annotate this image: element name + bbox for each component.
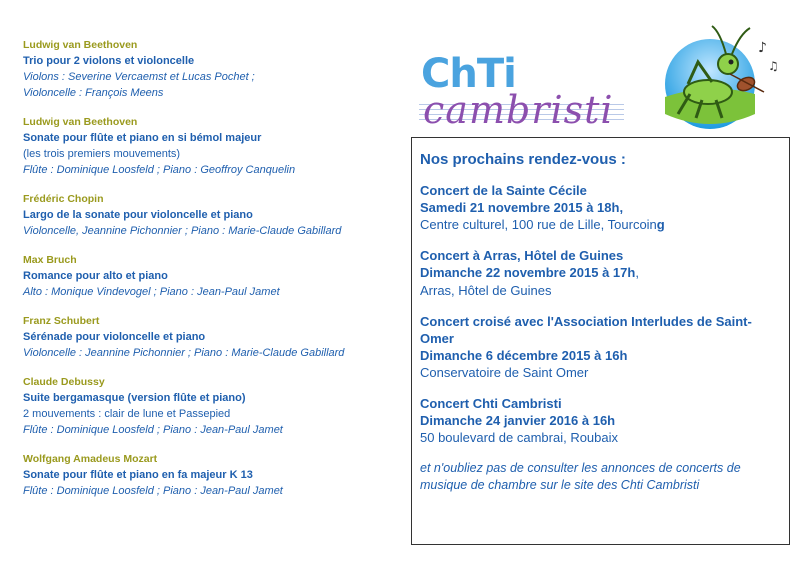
piece-title: Sonate pour flûte et piano en fa majeur K 13 <box>23 469 253 481</box>
event-name: Concert croisé avec l'Association Interludes de Saint-Omer <box>420 314 752 346</box>
logo-wordmark <box>415 52 630 132</box>
event-date: Dimanche 22 novembre 2015 à 17h <box>420 265 636 280</box>
event-place: Arras, Hôtel de Guines <box>420 283 552 298</box>
performers: Alto : Monique Vindevogel ; Piano : Jean-Paul Jamet <box>23 286 280 298</box>
event-place: 50 boulevard de cambrai, Roubaix <box>420 430 619 445</box>
event-item <box>420 182 781 233</box>
program-item <box>23 115 393 178</box>
piece-title: Trio pour 2 violons et violoncelle <box>23 55 195 67</box>
performers: Flûte : Dominique Loosfeld ; Piano : Jean-Paul Jamet <box>23 485 283 497</box>
piece-title: Largo de la sonate pour violoncelle et piano <box>23 209 253 221</box>
event-date: Dimanche 6 décembre 2015 à 16h <box>420 348 628 363</box>
piece-title: Sonate pour flûte et piano en si bémol majeur <box>23 132 262 144</box>
svg-text:♪: ♪ <box>758 40 767 56</box>
event-name: Concert Chti Cambristi <box>420 396 562 411</box>
program-item <box>23 452 393 499</box>
event-item <box>420 313 781 381</box>
performers: Flûte : Dominique Loosfeld ; Piano : Jean-Paul Jamet <box>23 424 283 436</box>
program-item <box>23 192 393 239</box>
performers: Violoncelle, Jeannine Pichonnier ; Piano : Marie-Claude Gabillard <box>23 225 342 237</box>
logo-line-1: ChTi <box>421 51 516 97</box>
performers: Violons : Severine Vercaemst et Lucas Pochet ; <box>23 71 255 83</box>
composer: Claude Debussy <box>23 376 105 388</box>
program-item <box>23 253 393 300</box>
composer: Frédéric Chopin <box>23 193 104 205</box>
box-title: Nos prochains rendez-vous : <box>420 151 626 168</box>
piece-title: Romance pour alto et piano <box>23 270 168 282</box>
event-date: Samedi 21 novembre 2015 à 18h, <box>420 200 624 215</box>
event-date-line <box>420 264 781 282</box>
event-place-tail: g <box>656 217 665 232</box>
event-name: Concert de la Sainte Cécile <box>420 183 587 198</box>
grasshopper-violinist-icon <box>650 22 790 132</box>
event-item <box>420 395 781 446</box>
composer: Max Bruch <box>23 254 77 266</box>
svg-text:♫: ♫ <box>768 59 779 73</box>
performers: Flûte : Dominique Loosfeld ; Piano : Geoffroy Canquelin <box>23 164 296 176</box>
performers: Violoncelle : François Meens <box>23 87 164 99</box>
event-place <box>420 216 781 233</box>
piece-note: (les trois premiers mouvements) <box>23 148 181 160</box>
composer: Franz Schubert <box>23 315 100 327</box>
program-list <box>23 38 393 513</box>
closing-note: et n'oubliez pas de consulter les annonces de concerts de musique de chambre sur le site des Chti Cambristi <box>420 461 741 492</box>
event-item <box>420 247 781 299</box>
piece-title: Sérénade pour violoncelle et piano <box>23 331 206 343</box>
composer: Ludwig van Beethoven <box>23 116 138 128</box>
chti-cambristi-logo <box>415 22 795 132</box>
event-place: Conservatoire de Saint Omer <box>420 365 589 380</box>
program-item <box>23 314 393 361</box>
event-date-tail: , <box>635 265 639 280</box>
upcoming-events-box <box>411 137 790 545</box>
event-name: Concert à Arras, Hôtel de Guines <box>420 248 624 263</box>
event-date: Dimanche 24 janvier 2016 à 16h <box>420 413 616 428</box>
program-item <box>23 375 393 438</box>
composer: Ludwig van Beethoven <box>23 39 138 51</box>
program-item <box>23 38 393 101</box>
piece-title: Suite bergamasque (version flûte et piano) <box>23 392 246 404</box>
logo-line-2: cambristi <box>423 88 614 132</box>
composer: Wolfgang Amadeus Mozart <box>23 453 158 465</box>
performers: Violoncelle : Jeannine Pichonnier ; Piano : Marie-Claude Gabillard <box>23 347 345 359</box>
event-place-text: Centre culturel, 100 rue de Lille, Tourcoin <box>420 217 657 232</box>
piece-note: 2 mouvements : clair de lune et Passepied <box>23 408 231 420</box>
